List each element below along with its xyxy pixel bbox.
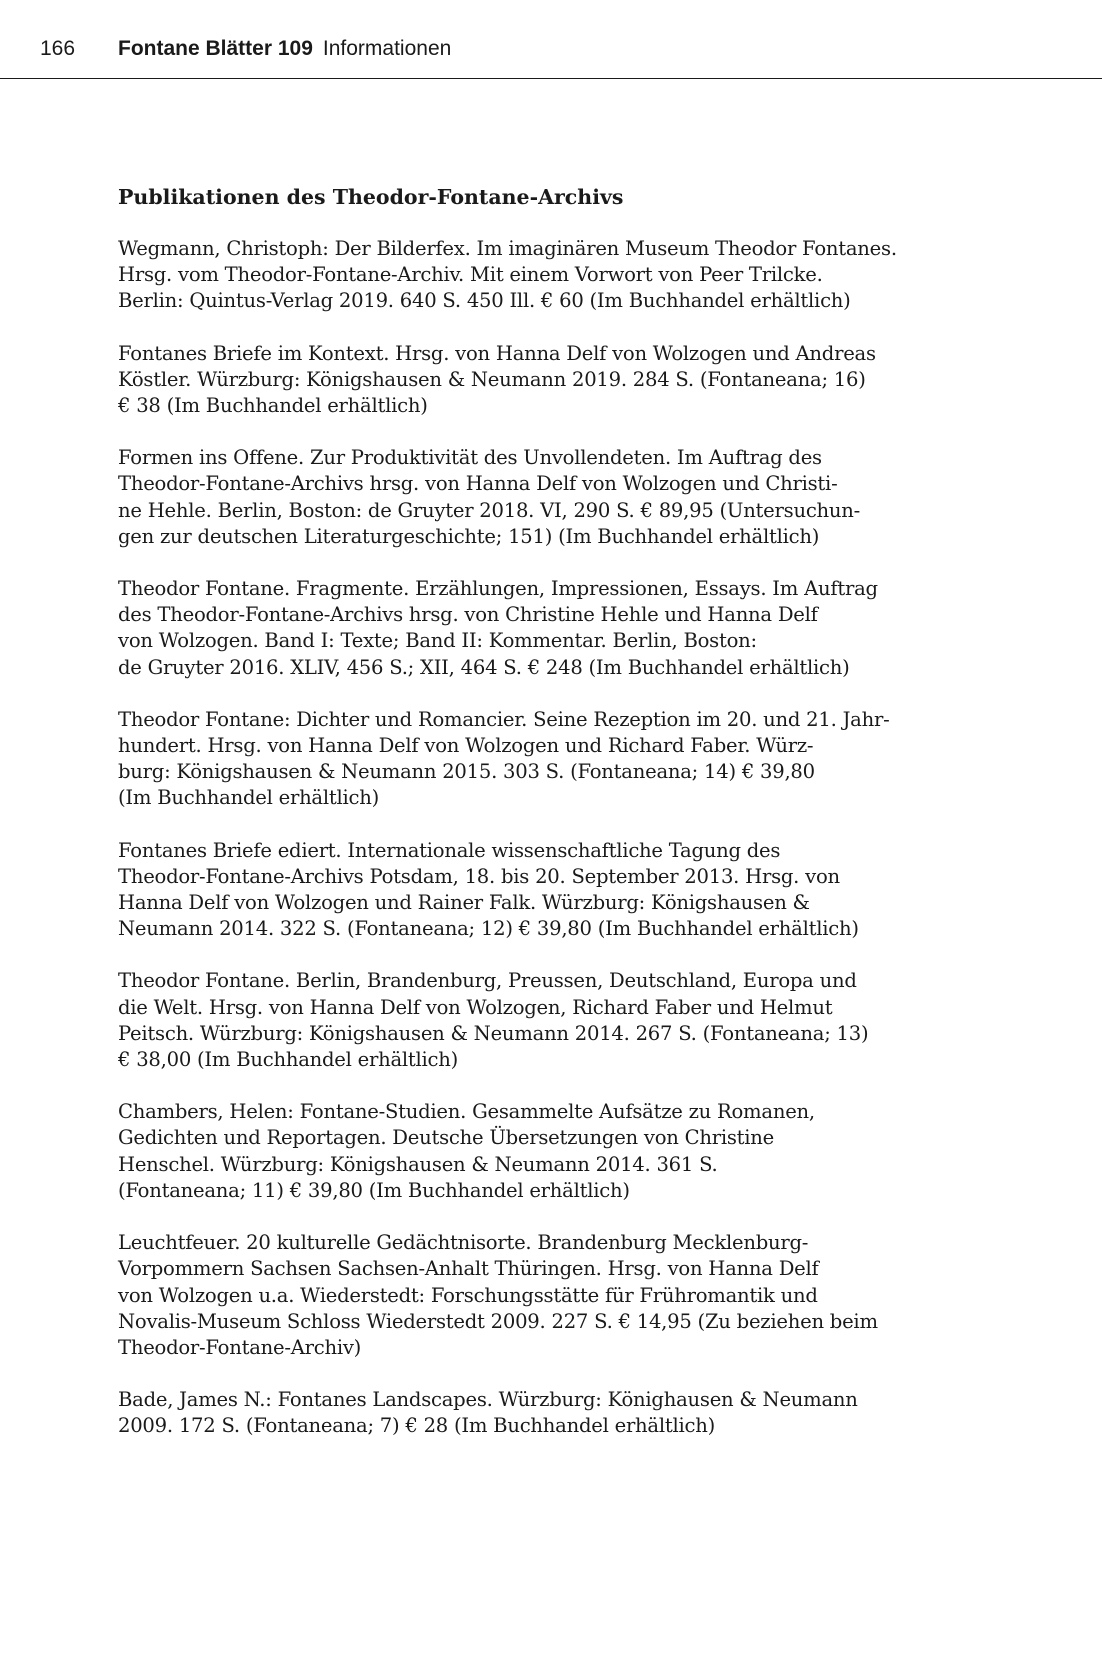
page-number: 166 [40,37,76,60]
entry-line: Peitsch. Würzburg: Königshausen & Neumann 2014. 267 S. (Fontaneana; 13) [118,1021,869,1045]
entry-line: Fontanes Briefe im Kontext. Hrsg. von Hanna Delf von Wolzogen und Andreas [118,341,876,365]
entry-line: Theodor-Fontane-Archivs hrsg. von Hanna Delf von Wolzogen und Christi- [118,472,838,496]
entry-line: Theodor Fontane. Berlin, Brandenburg, Preussen, Deutschland, Europa und [118,969,857,993]
publication-entry [118,341,998,420]
publication-entry [118,445,998,550]
entry-line: des Theodor-Fontane-Archivs hrsg. von Christine Hehle und Hanna Delf [118,603,818,627]
section-heading: Publikationen des Theodor-Fontane-Archivs [118,185,624,209]
entry-line: Wegmann, Christoph: Der Bilderfex. Im imaginären Museum Theodor Fontanes. [118,237,897,260]
entry-line: Neumann 2014. 322 S. (Fontaneana; 12) € 39,80 (Im Buchhandel erhältlich) [118,917,859,941]
entry-line: Bade, James N.: Fontanes Landscapes. Würzburg: Könighausen & Neumann [118,1388,858,1412]
entry-line: Fontanes Briefe ediert. Internationale wissenschaftliche Tagung des [118,838,781,862]
running-head [40,36,1102,76]
entry-line: Hrsg. vom Theodor-Fontane-Archiv. Mit einem Vorwort von Peer Trilcke. [118,263,823,287]
entry-line: (Fontaneana; 11) € 39,80 (Im Buchhandel erhältlich) [118,1178,630,1202]
entry-line: 2009. 172 S. (Fontaneana; 7) € 28 (Im Buchhandel erhältlich) [118,1414,716,1438]
entry-line: Vorpommern Sachsen Sachsen-Anhalt Thüringen. Hrsg. von Hanna Delf [118,1257,819,1281]
publication-entry [118,576,998,681]
entry-line: Köstler. Würzburg: Königshausen & Neumann 2019. 284 S. (Fontaneana; 16) [118,367,866,391]
entry-line: Berlin: Quintus-Verlag 2019. 640 S. 450 Ill. € 60 (Im Buchhandel erhältlich) [118,289,851,313]
header-rule [0,78,1102,79]
entry-line: (Im Buchhandel erhältlich) [118,786,380,810]
entry-line: gen zur deutschen Literaturgeschichte; 151) (Im Buchhandel erhältlich) [118,524,820,548]
entry-line: Novalis-Museum Schloss Wiederstedt 2009. 227 S. € 14,95 (Zu beziehen beim [118,1309,878,1333]
entry-line: Theodor Fontane: Dichter und Romancier. Seine Rezeption im 20. und 21. Jahr- [118,707,890,731]
entry-line: Hanna Delf von Wolzogen und Rainer Falk. Würzburg: Königshausen & [118,891,810,915]
entry-line: Theodor-Fontane-Archiv) [118,1335,362,1359]
entry-line: Theodor-Fontane-Archivs Potsdam, 18. bis 20. September 2013. Hrsg. von [118,864,840,888]
publication-entry [118,1230,998,1361]
entry-line: von Wolzogen. Band I: Texte; Band II: Kommentar. Berlin, Boston: [118,629,757,653]
entry-line: die Welt. Hrsg. von Hanna Delf von Wolzogen, Richard Faber und Helmut [118,995,833,1019]
entry-line: hundert. Hrsg. von Hanna Delf von Wolzogen und Richard Faber. Würz- [118,734,814,758]
entry-line: burg: Königshausen & Neumann 2015. 303 S. (Fontaneana; 14) € 39,80 [118,760,815,784]
entry-line: Formen ins Offene. Zur Produktivität des Unvollendeten. Im Auftrag des [118,446,822,470]
entry-line: Leuchtfeuer. 20 kulturelle Gedächtnisorte. Brandenburg Mecklenburg- [118,1231,809,1255]
entry-line: von Wolzogen u.a. Wiederstedt: Forschungsstätte für Frühromantik und [118,1283,818,1307]
entry-line: de Gruyter 2016. XLIV, 456 S.; XII, 464 S. € 248 (Im Buchhandel erhältlich) [118,655,850,679]
publication-entry [118,1099,998,1204]
entry-line: Gedichten und Reportagen. Deutsche Übersetzungen von Christine [118,1126,775,1150]
publication-entry [118,236,998,315]
publication-entry [118,1387,998,1439]
entry-line: Henschel. Würzburg: Königshausen & Neumann 2014. 361 S. [118,1152,718,1176]
publication-entry [118,838,998,943]
entry-line: Chambers, Helen: Fontane-Studien. Gesammelte Aufsätze zu Romanen, [118,1100,815,1124]
section-title: Informationen [322,37,452,60]
entry-line: ne Hehle. Berlin, Boston: de Gruyter 2018. VI, 290 S. € 89,95 (Untersuchun- [118,498,861,522]
publication-list [118,184,998,1466]
entry-line: € 38 (Im Buchhandel erhältlich) [118,394,428,418]
entry-line: € 38,00 (Im Buchhandel erhältlich) [118,1048,459,1072]
journal-title: Fontane Blätter 109 [118,37,313,60]
publication-entry [118,707,998,812]
entries-container [118,236,998,1440]
publication-entry [118,968,998,1073]
entry-line: Theodor Fontane. Fragmente. Erzählungen, Impressionen, Essays. Im Auftrag [118,577,878,601]
